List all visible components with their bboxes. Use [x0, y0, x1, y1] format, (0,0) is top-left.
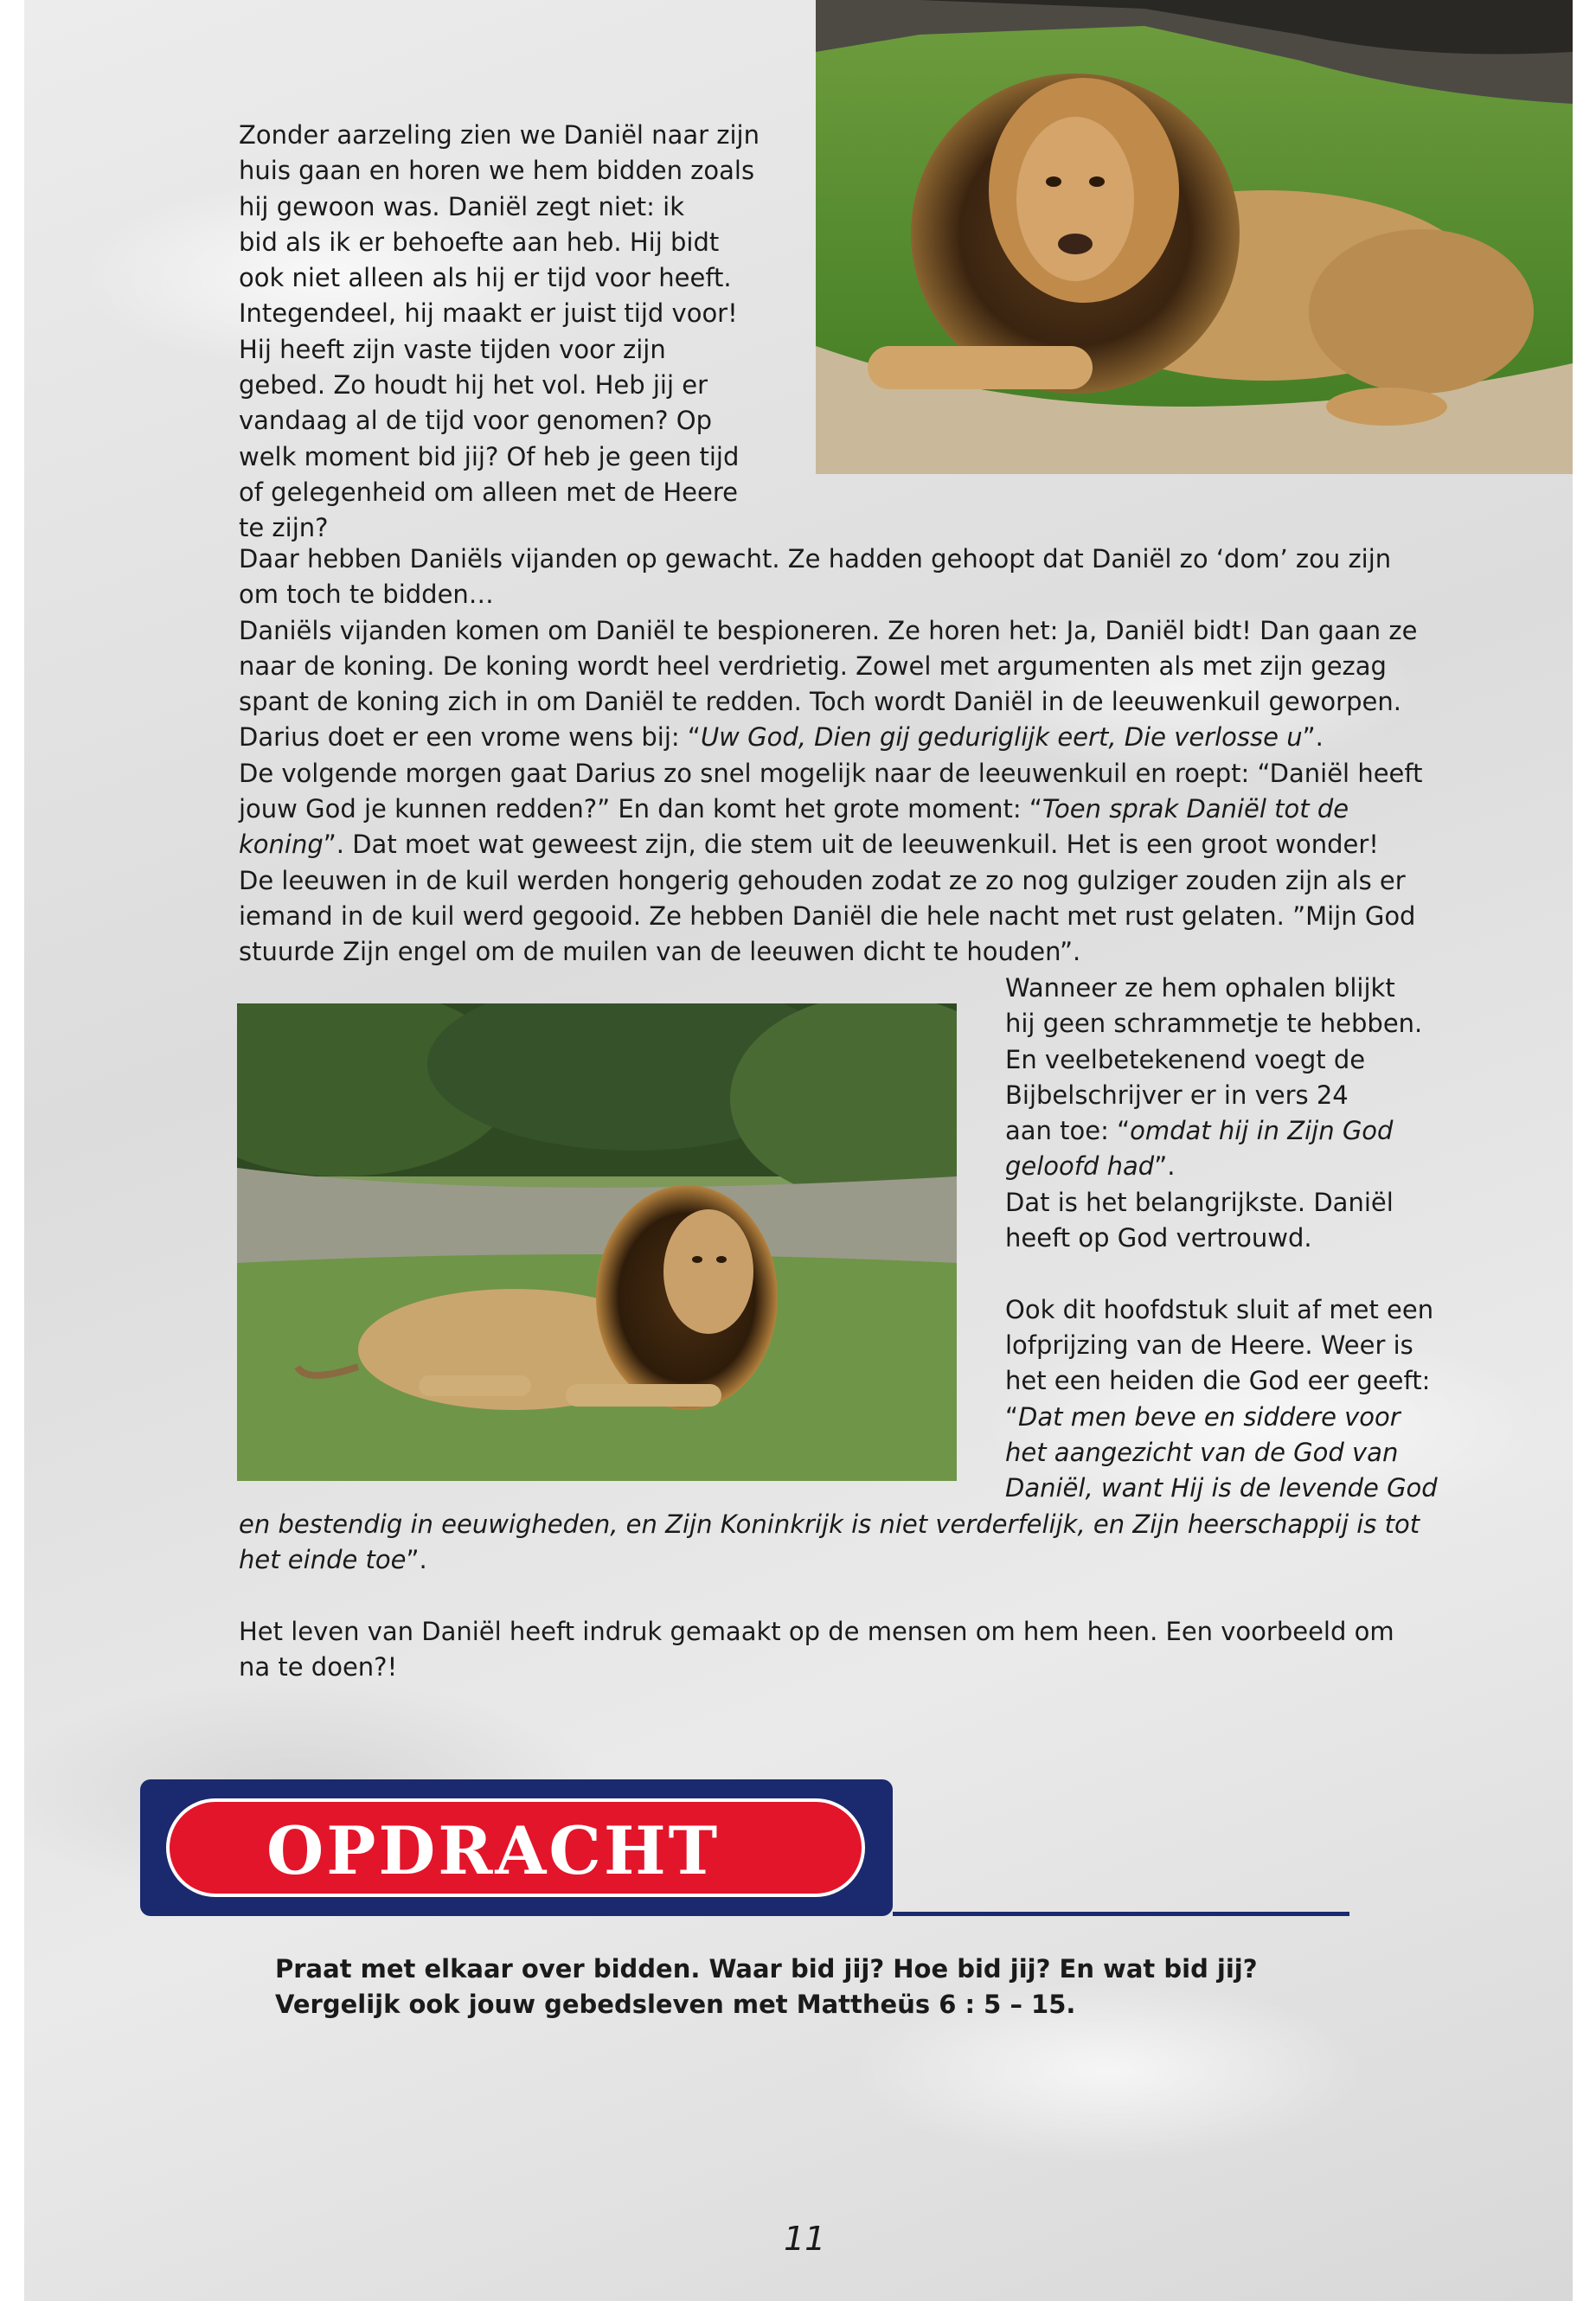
intro-line: bid als ik er behoefte aan heb. Hij bidt — [239, 227, 720, 257]
main-line: om toch te bidden… — [239, 580, 494, 610]
main-text: ”. — [1302, 722, 1324, 753]
right-line: heeft op God vertrouwd. — [1005, 1223, 1312, 1253]
right-line: Bijbelschrijver er in vers 24 — [1005, 1080, 1349, 1110]
quote-italic: het aangezicht van de God van — [1005, 1437, 1399, 1467]
quote-italic: Daniël, want Hij is de levende God — [1005, 1473, 1438, 1503]
main-line: De leeuwen in de kuil werden hongerig gehouden zodat ze zo nog gulziger zouden zijn als er — [239, 865, 1406, 895]
main-line: iemand in de kuil werd gegooid. Ze hebben Daniël die hele nacht met rust gelaten. ”Mijn God — [239, 901, 1416, 931]
outro-paragraph — [239, 1614, 1394, 1686]
right-line — [1005, 1471, 1438, 1506]
page-number: 11 — [784, 2220, 826, 2258]
closing-quote — [239, 1507, 1420, 1579]
quote-italic: Uw God, Dien gij geduriglijk eert, Die verlosse u — [700, 722, 1303, 753]
task-line: Vergelijk ook jouw gebedsleven met Mattheüs 6 : 5 – 15. — [275, 1990, 1076, 2020]
intro-line: Integendeel, hij maakt er juist tijd voor! — [239, 298, 738, 329]
right-line: het een heiden die God eer geeft: — [1005, 1366, 1431, 1396]
main-line — [239, 792, 1422, 827]
quote-italic: koning — [239, 830, 324, 860]
intro-line: ook niet alleen als hij er tijd voor heeft. — [239, 263, 732, 293]
quote-italic: Toen sprak Daniël tot de — [1042, 794, 1349, 824]
right-line: Ook dit hoofdstuk sluit af met een — [1005, 1294, 1434, 1324]
main-text: jouw God je kunnen redden?” En dan komt het grote moment: “ — [239, 794, 1042, 824]
right-line: Dat is het belangrijkste. Daniël — [1005, 1187, 1394, 1217]
opdracht-task — [275, 1952, 1258, 2023]
right-line: Wanneer ze hem ophalen blijkt — [1005, 973, 1395, 1003]
intro-line: gebed. Zo houdt hij het vol. Heb jij er — [239, 370, 708, 401]
intro-line: welk moment bid jij? Of heb je geen tijd — [239, 441, 740, 471]
quote-italic: geloofd had — [1005, 1151, 1155, 1182]
task-line: Praat met elkaar over bidden. Waar bid jij? Hoe bid jij? En wat bid jij? — [275, 1954, 1258, 1984]
main-line: naar de koning. De koning wordt heel verdrietig. Zowel met argumenten als met zijn gezag — [239, 651, 1387, 681]
main-line: Daar hebben Daniëls vijanden op gewacht. Ze hadden gehoopt dat Daniël zo ‘dom’ zou zijn — [239, 544, 1392, 574]
right-line: lofprijzing van de Heere. Weer is — [1005, 1330, 1413, 1360]
main-text: Darius doet er een vrome wens bij: “ — [239, 722, 701, 753]
right-line — [1005, 1149, 1438, 1184]
lion-photo-top — [816, 0, 1573, 474]
right-text: “ — [1005, 1401, 1019, 1432]
quote-italic: omdat hij in Zijn God — [1130, 1116, 1394, 1146]
main-line: spant de koning zich in om Daniël te redden. Toch wordt Daniël in de leeuwenkuil geworpen. — [239, 687, 1401, 717]
main-line — [239, 827, 1422, 862]
closing-line — [239, 1542, 1420, 1578]
main-paragraph — [239, 542, 1422, 971]
quote-italic: en bestendig in eeuwigheden, en Zijn Koninkrijk is niet verderfelijk, en Zijn heerschappij is tot — [239, 1509, 1420, 1539]
main-line: De volgende morgen gaat Darius zo snel mogelijk naar de leeuwenkuil en roept: “Daniël heeft — [239, 758, 1423, 788]
right-line: hij geen schrammetje te hebben. — [1005, 1009, 1423, 1039]
main-line: stuurde Zijn engel om de muilen van de leeuwen dicht te houden”. — [239, 937, 1081, 967]
intro-line: of gelegenheid om alleen met de Heere — [239, 477, 738, 507]
right-line — [1005, 1400, 1438, 1435]
lion-photo-bottom — [237, 1003, 957, 1481]
intro-line: te zijn? — [239, 513, 329, 543]
intro-line: Hij heeft zijn vaste tijden voor zijn — [239, 334, 666, 364]
intro-line: Zonder aarzeling zien we Daniël naar zijn — [239, 120, 760, 150]
opdracht-banner — [140, 1779, 893, 1916]
intro-line: hij gewoon was. Daniël zegt niet: ik — [239, 191, 685, 221]
main-text: ”. Dat moet wat geweest zijn, die stem uit de leeuwenkuil. Het is een groot wonder! — [323, 830, 1379, 860]
outro-line: na te doen?! — [239, 1652, 398, 1682]
right-text: aan toe: “ — [1005, 1116, 1131, 1146]
outro-line: Het leven van Daniël heeft indruk gemaakt op de mensen om hem heen. Een voorbeeld om — [239, 1617, 1394, 1646]
intro-paragraph — [239, 118, 760, 547]
paragraph-gap — [1005, 1256, 1438, 1292]
right-line: En veelbetekenend voegt de — [1005, 1044, 1366, 1074]
main-line: Daniëls vijanden komen om Daniël te bespioneren. Ze horen het: Ja, Daniël bidt! Dan gaan ze — [239, 615, 1418, 645]
intro-line: huis gaan en horen we hem bidden zoals — [239, 156, 755, 186]
right-column-paragraph — [1005, 971, 1438, 1506]
intro-line: vandaag al de tijd voor genomen? Op — [239, 406, 712, 436]
quote-italic: Dat men beve en siddere voor — [1018, 1401, 1401, 1432]
closing-text: ”. — [406, 1545, 427, 1575]
quote-italic: het einde toe — [239, 1545, 407, 1575]
right-text: ”. — [1154, 1151, 1176, 1182]
opdracht-pill — [166, 1798, 865, 1897]
right-line — [1005, 1113, 1438, 1149]
opdracht-underline — [893, 1912, 1349, 1916]
closing-line — [239, 1507, 1420, 1542]
main-line — [239, 720, 1422, 755]
opdracht-title: OPDRACHT — [266, 1812, 721, 1889]
right-line — [1005, 1435, 1438, 1471]
